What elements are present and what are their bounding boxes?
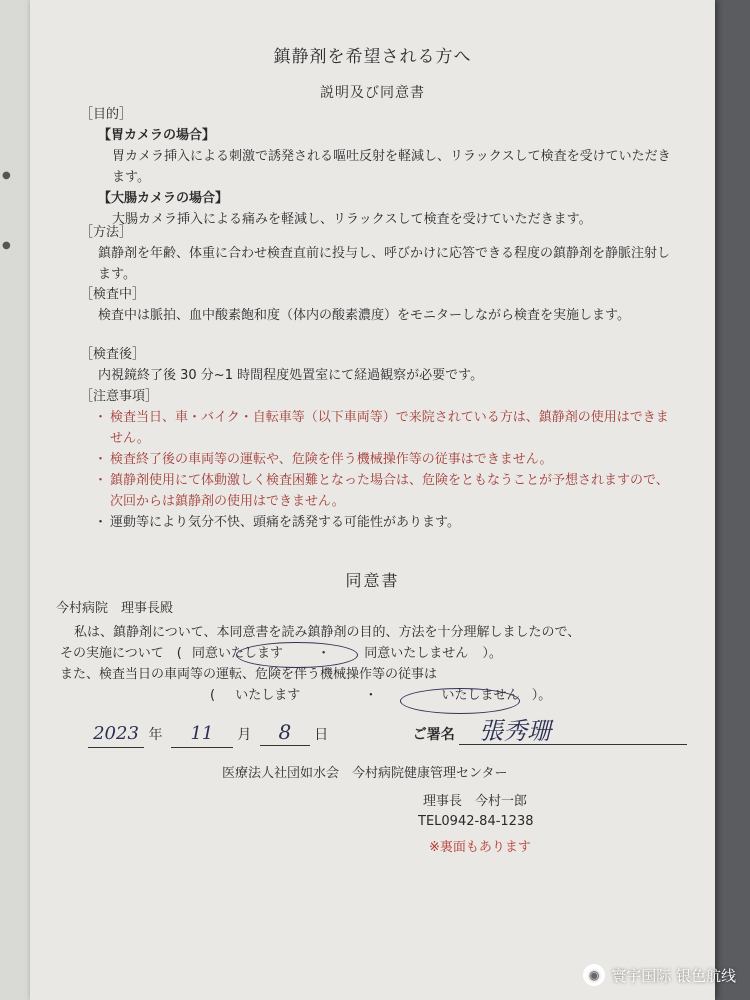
close-paren: ）。: [531, 688, 552, 703]
will-not-option[interactable]: いたしません: [441, 688, 520, 703]
consent-line-3: また、検査当日の車両等の運転、危険を伴う機械操作等の従事は: [60, 667, 438, 682]
disagree-option[interactable]: 同意いたしません: [364, 646, 469, 661]
document-title: 鎮静剤を希望される方へ: [273, 47, 472, 67]
option-separator: ・: [364, 688, 378, 703]
consent-line-1: 私は、鎮静剤について、本同意書を読み鎮静剤の目的、方法を十分理解しましたので、: [74, 625, 581, 640]
wechat-icon: ◉: [583, 964, 605, 986]
gastro-text: 胃カメラ挿入による刺激で誘発される嘔吐反射を軽減し、リラックスして検査を受けていただきます。: [112, 149, 671, 185]
back-side-note: ※裏面もあります: [429, 840, 531, 855]
signature-field[interactable]: 張秀珊: [459, 718, 687, 745]
agree-label: 同意いたします: [191, 646, 283, 661]
page-edge-mark: ●: [2, 240, 11, 251]
consent-line-2: [60, 643, 700, 664]
close-paren: ）。: [482, 646, 502, 661]
consent-title: 同意書: [345, 571, 400, 590]
watermark-text: 寰宇国际 银色航线: [611, 966, 736, 985]
notes-section: [80, 386, 680, 533]
purpose-section: [80, 104, 680, 230]
page-edge-mark: ●: [2, 170, 11, 181]
agree-circle-mark: [236, 642, 358, 668]
method-section: [80, 222, 680, 285]
month-label: 月: [237, 727, 252, 743]
colon-text: 大腸カメラ挿入による痛みを軽減し、リラックスして検査を受けていただきます。: [112, 212, 592, 227]
document-subtitle: 説明及び同意書: [320, 85, 425, 101]
issuer-director: 理事長 今村一郎: [423, 794, 528, 809]
method-text: 鎮静剤を年齢、体重に合わせ検査直前に投与し、呼びかけに応答できる程度の鎮静剤を静脈注射します。: [98, 246, 671, 282]
open-paren: (: [210, 688, 216, 703]
after-section: [80, 344, 680, 386]
issuer-org: 医療法人社団如水会 今村病院健康管理センター: [222, 766, 508, 781]
consent-body: [60, 622, 700, 706]
after-heading: ［検査後］: [80, 347, 146, 362]
watermark: [583, 964, 736, 986]
date-day-field[interactable]: 8: [260, 719, 310, 746]
will-not-circle-mark: [400, 688, 520, 714]
signature-label: ご署名: [412, 727, 455, 743]
day-label: 日: [314, 727, 329, 743]
year-label: 年: [148, 727, 163, 743]
purpose-heading: ［目的］: [80, 107, 133, 122]
date-year-field[interactable]: 2023: [88, 721, 144, 748]
date-signature-row: [88, 718, 708, 748]
date-month-field[interactable]: 11: [171, 721, 233, 748]
note-item: ・ 検査当日、車・バイク・自転車等（以下車両等）で来院されている方は、鎮静剤の使用はできません。: [98, 407, 680, 449]
issuer-phone: TEL0942-84-1238: [418, 814, 534, 829]
note-item: ・ 鎮静剤使用にて体動激しく検査困難となった場合は、危険をともなうことが予想されますので、次回からは鎮静剤の使用はできません。: [98, 470, 680, 512]
will-option[interactable]: いたします: [235, 688, 301, 703]
method-heading: ［方法］: [80, 225, 133, 240]
consent-addressee: 今村病院 理事長殿: [56, 601, 174, 616]
note-item: ・ 検査終了後の車両等の運転や、危険を伴う機械操作等の従事はできません。: [98, 449, 680, 470]
consent-line-2-prefix: その実施について (: [60, 646, 182, 661]
notes-heading: ［注意事項］: [80, 389, 159, 404]
during-text: 検査中は脈拍、血中酸素飽和度（体内の酸素濃度）をモニターしながら検査を実施します。: [98, 308, 630, 323]
consent-line-4: [60, 685, 700, 706]
during-heading: ［検査中］: [80, 287, 146, 302]
gastro-heading: 【胃カメラの場合】: [98, 128, 216, 143]
after-text: 内視鏡終了後 30 分~1 時間程度処置室にて経過観察が必要です。: [98, 368, 484, 383]
consent-document: [30, 0, 715, 1000]
option-separator: ・: [317, 646, 331, 661]
colon-heading: 【大腸カメラの場合】: [98, 191, 229, 206]
during-section: [80, 284, 680, 326]
note-item: ・ 運動等により気分不快、頭痛を誘発する可能性があります。: [98, 512, 680, 533]
